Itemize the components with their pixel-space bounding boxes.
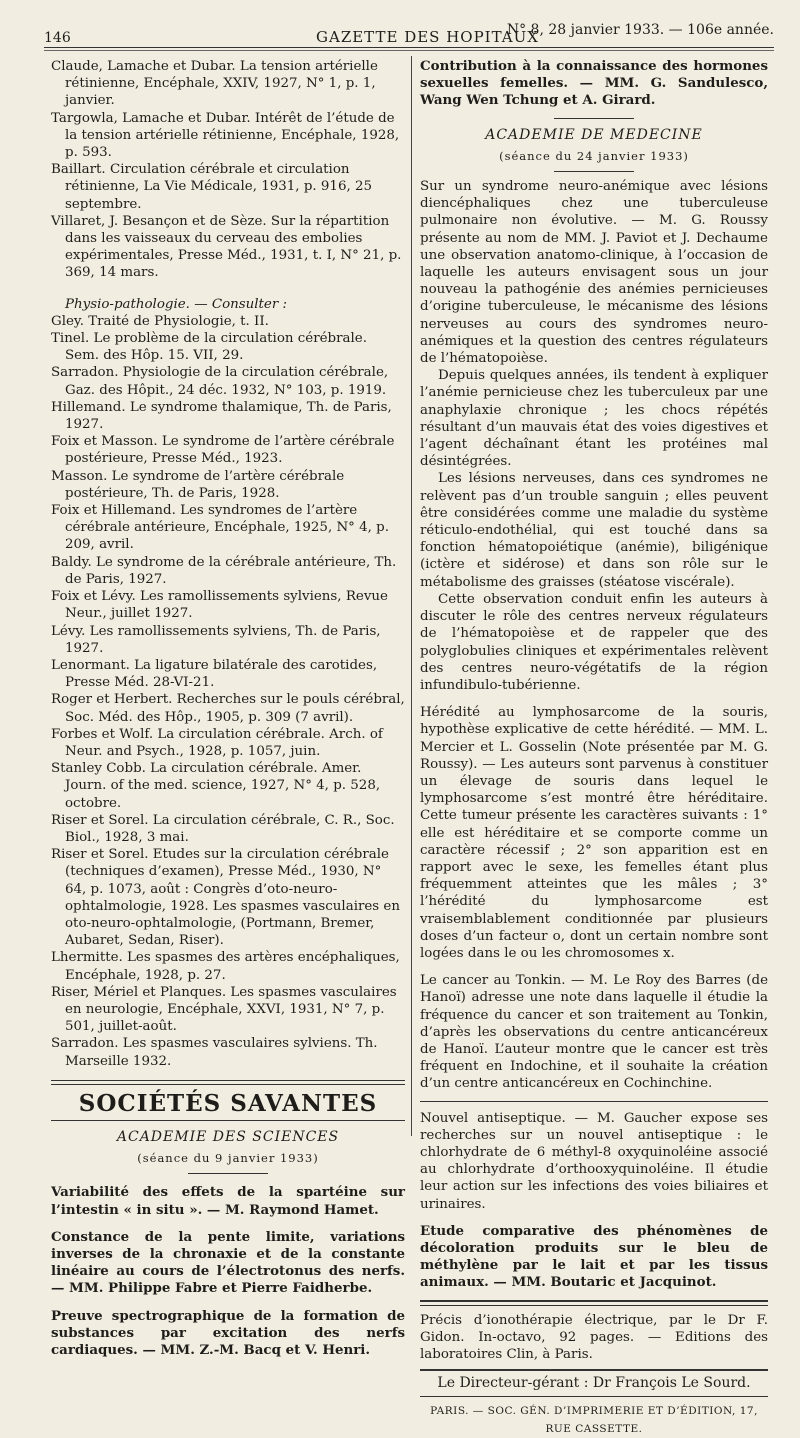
reference-entry: Roger et Herbert. Recherches sur le pouls cérébral, Soc. Méd. des Hôp., 1905, p. 309 (7 avril). [51,692,405,725]
reference-entry: Foix et Hillemand. Les syndromes de l’artère cérébrale antérieure, Encéphale, 1925, N° 4, p. 209, avril. [51,503,389,553]
reference-entry: Masson. Le syndrome de l’artère cérébrale postérieure, Th. de Paris, 1928. [51,468,345,501]
header-rule [44,47,774,48]
journal-title: GAZETTE DES HOPITAUX [316,28,539,46]
header-rule-secondary [44,50,774,51]
page-header [44,22,774,46]
academie-sciences-session: (séance du 9 janvier 1933) [137,1151,319,1166]
article-paragraph: Cette observation conduit enfin les auteurs à discuter le rôle des centres nerveux régulateurs de l’hématopoièse et de rappeler que des polyglobulies cliniques et expérimentales relèvent des centres neuro-végétatifs de la région infundibulo-tubérienne. [420,591,768,693]
reference-entry: Villaret, J. Besançon et de Sèze. Sur la répartition dans les vaisseaux du cerveau des embolies expérimentales, Presse Méd., 1931, t. I, N° 21, p. 369, 14 mars. [51,213,402,281]
article-antiseptique: Nouvel antiseptique. — M. Gaucher expose ses recherches sur un nouvel antiseptique : le chlorhydrate de 6 méthyl-8 oxyquinoléine associé au chlorhydrate d’orthooxyquinoléine. Il étudie leur action sur les infections des voies biliaires et urinaires. [420,1110,768,1212]
reference-entry: Tinel. Le problème de la circulation cérébrale. Sem. des Hôp. 15. VII, 29. [51,331,367,364]
academie-medecine-session: (séance du 24 janvier 1933) [499,148,689,163]
article-neuro-anemique: Sur un syndrome neuro-anémique avec lésions diencéphaliques chez une tuberculeuse pulmonaire non évolutive. — M. G. Roussy présente au nom de MM. J. Paviot et J. Dechaume une observation anatomo-clinique, à l’occasion de laquelle les auteurs envisagent sous un jour nouveau la pathogénie des anémies pernicieuses d’origine tuberculeuse, le mécanisme des lésions nerveuses au cours des syndromes neuro-anémiques et la question des centres régulateurs de l’hématopoièse. [420,179,768,367]
page-number: 146 [44,30,71,46]
director-line: Le Directeur-gérant : Dr François Le Sourd. [437,1375,751,1392]
reference-entry: Lenormant. La ligature bilatérale des carotides, Presse Méd. 28-VI-21. [51,657,378,691]
column-divider [411,56,412,1136]
hormones-item: Contribution à la connaissance des hormones sexuelles femelles. — MM. G. Sandulesco, Wang Wen Tchung et A. Girard. [420,58,768,109]
article-cancer-tonkin: Le cancer au Tonkin. — M. Le Roy des Barres (de Hanoï) adresse une note dans laquelle il étudie la fréquence du cancer et son traitement au Tonkin, d’après les observations du centre anticancéreux de Hanoï. L’auteur montre que le cancer est très fréquent en Indochine, et il souhaite la création d’un centre anticancéreux en Cochinchine. [420,973,768,1092]
reference-entry: Hillemand. Le syndrome thalamique, Th. de Paris, 1927. [51,399,392,433]
article-decoloration: Etude comparative des phénomènes de décoloration produits sur le bleu de méthylène par le lait et par les tissus animaux. — MM. Boutaric et Jacquinot. [420,1222,768,1291]
reference-entry: Baldy. Le syndrome de la cérébrale antérieure, Th. de Paris, 1927. [51,554,397,587]
reference-entry: Foix et Lévy. Les ramollissements sylviens, Revue Neur., juillet 1927. [51,589,388,622]
reference-entry: Baillart. Circulation cérébrale et circulation rétinienne, La Vie Médicale, 1931, p. 916, 25 septembre. [51,162,373,212]
reference-entry: Riser et Sorel. La circulation cérébrale, C. R., Soc. Biol., 1928, 3 mai. [51,812,395,845]
academie-sciences-title: ACADEMIE DES SCIENCES [116,1128,340,1145]
reference-entry: Forbes et Wolf. La circulation cérébrale. Arch. of Neur. and Psych., 1928, p. 1057, juin. [51,726,383,759]
reference-entry: Lévy. Les ramollissements sylviens, Th. de Paris, 1927. [51,623,381,656]
printer-line: PARIS. — SOC. GÉN. D’IMPRIMERIE ET D’ÉDITION, 17, RUE CASSETTE. [430,1405,758,1435]
issue-line: N° 8, 28 janvier 1933. — 106e année. [506,22,774,38]
article-paragraph: Les lésions nerveuses, dans ces syndromes ne relèvent pas d’un trouble sanguin ; elles peuvent être considérées comme une maladie du système réticulo-endothélial, qui est touché dans sa fonction hématopoiétique (anémie), biligénique (ictère et sidérose) et dans son rôle sur le métabolisme des graisses (stéatose viscérale). [420,471,768,590]
communication-item: Variabilité des effets de la spartéine sur l’intestin « in situ ». — M. Raymond Hamet. [51,1184,405,1218]
reference-entry: Riser et Sorel. Etudes sur la circulation cérébrale (techniques d’examen), Presse Méd., 1930, N° 64, p. 1073, août : Congrès d’oto-neuro-ophtalmologie, 1928. Les spasmes vasculaires en oto-neuro-ophtalmologie, (Portmann, Bremer, Aubaret, Sedan, Riser). [51,847,400,949]
article-paragraph: Depuis quelques années, ils tendent à expliquer l’anémie pernicieuse chez les tuberculeux par une anaphylaxie chronique ; les chocs répétés résultant d’un mauvais état des voies digestives et l’agent déchaînant étant les protéines mal désintégrées. [420,368,768,470]
reference-entry: Foix et Masson. Le syndrome de l’artère cérébrale postérieure, Presse Méd., 1923. [51,434,395,467]
reference-entry: Claude, Lamache et Dubar. La tension artérielle rétinienne, Encéphale, XXIV, 1927, N° 1, p. 1, janvier. [51,59,378,109]
reference-entry: Sarradon. Physiologie de la circulation cérébrale, Gaz. des Hôpit., 24 déc. 1932, N° 103, p. 1919. [51,365,389,398]
communication-item: Preuve spectrographique de la formation de substances par excitation des nerfs cardiaques. — MM. Z.-M. Bacq et V. Henri. [51,1307,405,1359]
right-column [420,58,768,1438]
reference-entry: Gley. Traité de Physiologie, t. II. [51,313,269,329]
reference-entry: Stanley Cobb. La circulation cérébrale. Amer. Journ. of the med. science, 1927, N° 4, p. 528, octobre. [51,761,381,811]
book-notice: Précis d’ionothérapie électrique, par le Dr F. Gidon. In-octavo, 92 pages. — Editions des laboratoires Clin, à Paris. [420,1312,768,1363]
physio-heading: Physio-pathologie. — Consulter : [65,296,288,312]
communication-item: Constance de la pente limite, variations inverses de la chronaxie et de la constante linéaire au cours de l’électrotonus des nerfs. — MM. Philippe Fabre et Pierre Faidherbe. [51,1228,405,1297]
article-lymphosarcome: Hérédité au lymphosarcome de la souris, hypothèse explicative de cette hérédité. — MM. L. Mercier et L. Gosselin (Note présentée par M. G. Roussy). — Les auteurs sont parvenus à constituer un élevage de souris dans lequel le lymphosarcome s’est montré être héréditaire. Cette tumeur présente les caractères suivants : 1° elle est héréditaire et se comporte comme un caractère récessif ; 2° son apparition est en rapport avec le sexe, les femelles étant plus fréquemment atteintes que les mâles ; 3° l’hérédité du lymphosarcome est vraisemblablement conditionnée par plusieurs doses d’un facteur o, dont un certain nombre sont logées dans le ou les chromosomes x. [420,705,768,961]
reference-entry: Sarradon. Les spasmes vasculaires sylviens. Th. Marseille 1932. [51,1036,378,1069]
reference-entry: Targowla, Lamache et Dubar. Intérêt de l’étude de la tension artérielle rétinienne, Encéphale, 1928, p. 593. [51,110,400,161]
academie-medecine-title: ACADEMIE DE MEDECINE [485,126,703,143]
reference-entry: Riser, Mériel et Planques. Les spasmes vasculaires en neurologie, Encéphale, XXVI, 1931, N° 7, p. 501, juillet-août. [51,984,397,1035]
left-column [51,58,405,1359]
reference-entry: Lhermitte. Les spasmes des artères encéphaliques, Encéphale, 1928, p. 27. [51,950,400,983]
societes-heading: SOCIÉTÉS SAVANTES [78,1089,378,1117]
